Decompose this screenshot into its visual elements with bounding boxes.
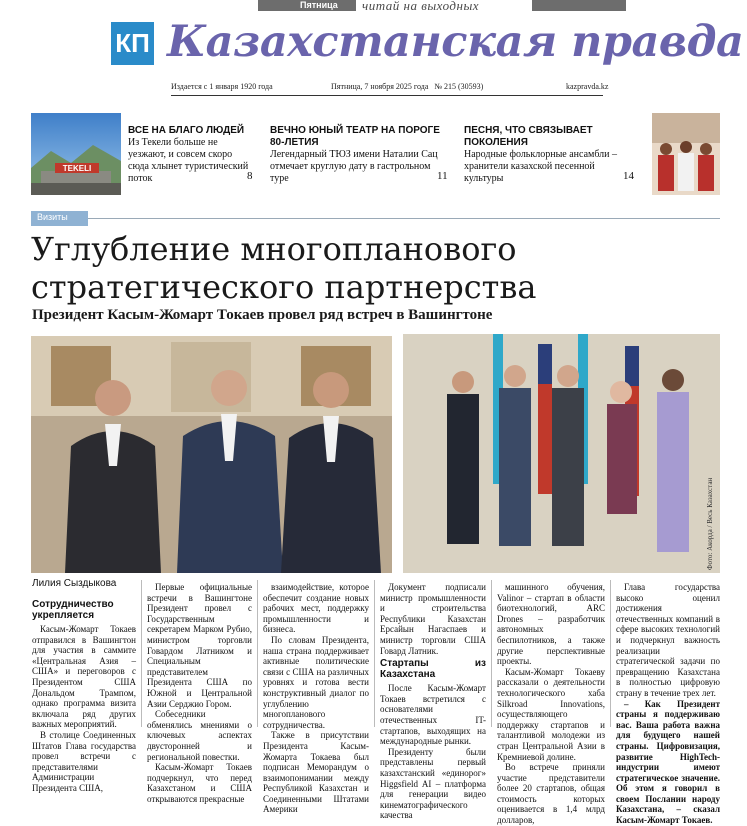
- article-column-6: [616, 582, 720, 826]
- article-column-4: [380, 582, 486, 821]
- teaser-1[interactable]: [128, 125, 253, 185]
- section-tag-label: Визиты: [37, 212, 68, 222]
- col1-heading: Сотрудничество укрепляется: [32, 599, 114, 621]
- section-tag[interactable]: [31, 211, 88, 226]
- col3-paragraph-1: взаимодействие, которое обеспечит создание новых рабочих мест, поддержку промышленности и бизнеса.: [263, 582, 369, 635]
- column-separator: [141, 580, 142, 727]
- column-separator: [610, 580, 611, 727]
- column-separator: [491, 580, 492, 727]
- photo-credit: Фото: Акорда / Весь Казахстан: [706, 477, 714, 570]
- col3-paragraph-2: По словам Президента, наша страна поддерживает активные политические связи с США на различных уровнях и готова вести конструктивный диалог по углублению многопланового сотрудничества.: [263, 634, 369, 730]
- teaser-image-folk[interactable]: [652, 113, 720, 195]
- teaser-1-text: Из Текели больше не уезжают, и совсем скоро сюда хлынет туристический поток: [128, 137, 249, 184]
- masthead-top-bar-right: [532, 0, 626, 11]
- teaser-image-tekeli[interactable]: [31, 113, 121, 195]
- col4-paragraph-3: Президенту были представлены первый казахстанский «единорог» Higgsfield AI – платформа для генерации видео кинематографического качества: [380, 746, 486, 821]
- article-column-5: [497, 582, 605, 826]
- byline: Лилия Сыздыкова: [32, 578, 117, 589]
- col5-paragraph-1: машинного обучения, Valinor – стартап в области биотехнологий, ARC Drones – разработчик автономных беспилотников, а также другие перспективные проекты.: [497, 582, 605, 667]
- article-column-1: [32, 597, 136, 793]
- column-separator: [257, 580, 258, 727]
- col2-paragraph-2: Собеседники обменялись мнениями о ключевых аспектах двусторонней и региональной повестки.: [147, 709, 252, 762]
- photo-three-officials: [31, 336, 392, 573]
- folk-ensemble-image: [652, 113, 720, 195]
- issue-date: Пятница, 7 ноября 2025 года № 215 (30593): [331, 82, 484, 91]
- teaser-3[interactable]: [464, 125, 644, 185]
- col4-paragraph-2: После Касым-Жомарт Токаев встретился с основателями отечественных IT-стартапов, выходящих на международные рынки.: [380, 683, 486, 747]
- col3-paragraph-3: Также в присутствии Президента Касым-Жомарта Токаева был подписан Меморандум о взаимопонимании между Республикой Казахстан и Соединенными Штатами Америки: [263, 730, 369, 815]
- col5-paragraph-2: Касым-Жомарт Токаеву рассказали о деятельности технологического хаба Silkroad Innovations, осуществляющего поддержку стартапов и талантливой молодежи из стран Центральной Азии в Кремниевой долине.: [497, 666, 605, 762]
- teaser-3-title: ПЕСНЯ, ЧТО СВЯЗЫВАЕТ ПОКОЛЕНИЯ: [464, 125, 593, 148]
- column-separator: [374, 580, 375, 727]
- teaser-2-page: 11: [437, 170, 448, 182]
- col1-paragraph-2: В столице Соединенных Штатов Глава государства провел встречи с представителями Администрации Президента США,: [32, 729, 136, 793]
- col6-paragraph-1: Глава государства высоко оценил достижения отечественных компаний в сфере высоких технологий и подчеркнул важность реализации стратегической задачи по превращению Казахстана в полностью цифровую страну в течение трех лет.: [616, 582, 720, 698]
- newspaper-title: Казахстанская правда: [167, 17, 744, 67]
- col2-paragraph-3: Касым-Жомарт Токаев подчеркнул, что перед Казахстаном и США открываются прекрасные: [147, 762, 252, 804]
- teaser-1-page: 8: [247, 170, 253, 182]
- col4-paragraph-1: Документ подписали министр промышленности и строительства Республики Казахстан Ерсайын Нагаспаев и министр торговли США Говард Латник.: [380, 582, 486, 656]
- photo-right-illustration: [403, 334, 720, 573]
- section-rule: [88, 218, 720, 219]
- tekeli-sign: TEKELI: [62, 164, 92, 173]
- col1-paragraph-1: Касым-Жомарт Токаев отправился в Вашингтон для участия в саммите «Центральная Азия – США» и переговоров с Президентом США Дональдом Трампом, однако программа визита включала ряд других важных мероприятий.: [32, 624, 136, 730]
- photo-left-illustration: [31, 336, 392, 573]
- teaser-2-text: Легендарный ТЮЗ имени Наталии Сац отмечает круглую дату в гастрольном туре: [270, 149, 438, 184]
- article-subheadline: Президент Касым-Жомарт Токаев провел ряд встреч в Вашингтоне: [32, 307, 493, 323]
- weekday-label: Пятница: [300, 0, 338, 10]
- col2-paragraph-1: Первые официальные встречи в Вашингтоне Президент провел с Государственным секретарем Марком Рубио, министром торговли Говардом Латником и Специальным представителем Президента США по Южной и Центральной Азии Серджио Гором.: [147, 582, 252, 709]
- masthead-rule: [171, 95, 603, 96]
- newspaper-logo[interactable]: [111, 22, 154, 65]
- founded-line: Издается с 1 января 1920 года: [171, 82, 273, 91]
- tekeli-city-image: [31, 113, 121, 195]
- teaser-2-title: ВЕЧНО ЮНЫЙ ТЕАТР НА ПОРОГЕ 80-ЛЕТИЯ: [270, 125, 440, 148]
- teaser-3-page: 14: [623, 170, 634, 182]
- logo-text: КП: [115, 28, 150, 58]
- photo-startup-group: [403, 334, 720, 573]
- article-column-2: [147, 582, 252, 804]
- col4-heading: Стартапы из Казахстана: [380, 658, 486, 681]
- article-headline: Углубление многопланового стратегического партнерства: [31, 230, 537, 306]
- teaser-2[interactable]: [270, 125, 450, 185]
- masthead-tagline: читай на выходных: [362, 0, 480, 13]
- teaser-3-text: Народные фольклорные ансамбли – хранители казахской песенной культуры: [464, 149, 618, 184]
- teaser-1-title: ВСЕ НА БЛАГО ЛЮДЕЙ: [128, 125, 245, 136]
- col6-paragraph-2: – Как Президент страны я поддерживаю вас. Ваша работа важна для будущего нашей страны. Цифровизация, развитие HighTech-индустрии имеют стратегическое значение. Об этом я говорил в своем Послании народу Казахстана, – сказал Касым-Жомарт Токаев.: [616, 698, 720, 826]
- article-column-3: [263, 582, 369, 815]
- col5-paragraph-3: Во встрече приняли участие представители более 20 стартапов, общая стоимость которых оценивается в 1,4 млрд долларов,: [497, 762, 605, 826]
- website-link[interactable]: kazpravda.kz: [566, 82, 609, 91]
